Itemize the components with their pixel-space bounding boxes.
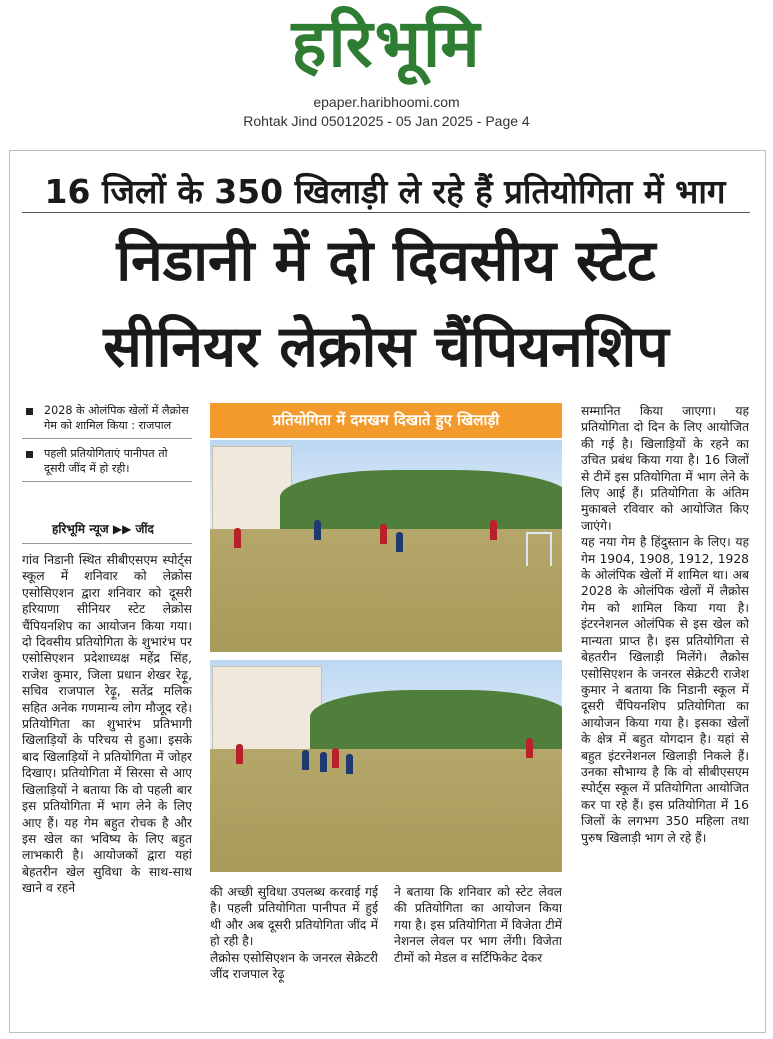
highlight-item: 2028 के ओलंपिक खेलों में लैक्रोस गेम को शामिल किया : राजपाल <box>22 403 192 439</box>
highlight-item: पहली प्रतियोगिताएं पानीपत तो दूसरी जींद में हो रही। <box>22 446 192 482</box>
body-column-3: ने बताया कि शनिवार को स्टेट लेवल की प्रतियोगिता का आयोजन किया गया है। इस प्रतियोगिता में विजेता टीमें नेशनल लेवल पर भाग लेंगी। विजेता टीमों को मेडल व सर्टिफिकेट देकर <box>394 885 562 965</box>
headline-line-1: निडानी में दो दिवसीय स्टेट <box>116 228 656 294</box>
headline-line-2: सीनियर लेक्रोस चैंपियनशिप <box>103 314 669 380</box>
body-column-4: सम्मानित किया जाएगा। यह प्रतियोगिता दो दिन के लिए आयोजित की गई है। खिलाड़ियों के रहने का उचित प्रबंध किया गया है। 16 जिलों से टीमें इस प्रतियोगिता में भाग लेने के लिए आई हैं। प्रतियोगिता के अंतिम मुकाबले रविवार को आयोजित किए जाएंगे। यह नया गेम है हिंदुस्तान के लिए। यह गेम 1904, 1908, 1912, 1928 के ओलंपिक खेलों में शामिल था। अब 2028 के ओलंपिक खेलों में लैक्रोस गेम को शामिल किया गया है। इंटरनेशनल ओलंपिक से इस खेल को मान्यता प्राप्त है। इस प्रतियोगिता से बेहतरीन खिलाड़ी मिलेंगे। लैक्रोस एसोसिएशन के जनरल सेक्रेटरी राजेश कुमार ने बताया कि निडानी स्कूल में दूसरी चैंपियनशिप प्रतियोगिता का आयोजन किया गया है। इसका खेलों के क्षेत्र में बहुत योगदान है। यहां से बहुत इंटरनेशनल खिलाड़ी निकले हैं। उनका सौभाग्य है कि वो सीबीएसएम स्पोर्ट्स स्कूल में प्रतियोगिता आयोजित कर पा रहे हैं। इस प्रतियोगिता में 16 जिलों के लगभग 350 महिला तथा पुरुष खिलाड़ी भाग ले रहे हैं। <box>581 404 749 845</box>
body-column-1: गांव निडानी स्थित सीबीएसएम स्पोर्ट्स स्कूल में शनिवार को लेक्रोस एसोसिएशन द्वारा शनिवार को दूसरी हरियाणा सीनियर स्टेट लेक्रोस चैंपियनशिप का आयोजन किया गया। दो दिवसीय प्रतियोगिता के शुभारंभ पर एसोसिएशन प्रदेशाध्यक्ष महेंद्र सिंह, राजेश कुमार, जिला प्रधान शेखर रेढ़ू, सचिव राजपाल रेढ़ू, सतेंद्र मलिक सहित अनेक गणमान्य लोग मौजूद रहे। प्रतियोगिता का शुभारंभ प्रतिभागी खिलाड़ियों के परिचय से हुआ। इसके बाद खिलाड़ियों ने प्रतियोगिता में जोहर दिखाए। प्रतियोगिता में सिरसा से आए खिलाड़ियों ने बताया कि वो पहली बार इस प्रतियोगिता में भाग लेने के लिए आए हैं। यह गेम बहुत रोचक है और इस खेल का भविष्य के लिए बहुत लाभकारी है। आयोजकों द्वारा यहां बेहतरीन खेल सुविधा के साथ-साथ खाने व रहने <box>22 553 192 896</box>
highlights-box <box>22 403 192 489</box>
match-photo-2 <box>210 660 562 872</box>
body-column-2: की अच्छी सुविधा उपलब्ध करवाई गई है। पहली प्रतियोगिता पानीपत में हुई थी और अब दूसरी प्रतियोगिता जींद में हो रही है। लैक्रोस एसोसिएशन के जनरल सेक्रेटरी जींद राजपाल रेढ़ू <box>210 885 378 982</box>
edition-line: Rohtak Jind 05012025 - 05 Jan 2025 - Page 4 <box>243 113 530 129</box>
kicker-divider <box>22 212 750 213</box>
article-headline <box>22 218 750 390</box>
byline-divider <box>22 543 192 544</box>
masthead <box>0 0 773 140</box>
site-url[interactable]: epaper.haribhoomi.com <box>313 94 460 110</box>
article-kicker: 16 जिलों के 350 खिलाड़ी ले रहे हैं प्रतियोगिता में भाग <box>44 172 726 211</box>
byline: हरिभूमि न्यूज ▶▶ जींद <box>52 522 154 536</box>
match-photo-1 <box>210 440 562 652</box>
newspaper-logo[interactable]: हरिभूमि <box>291 5 482 82</box>
photo-caption: प्रतियोगिता में दमखम दिखाते हुए खिलाड़ी <box>210 403 562 438</box>
